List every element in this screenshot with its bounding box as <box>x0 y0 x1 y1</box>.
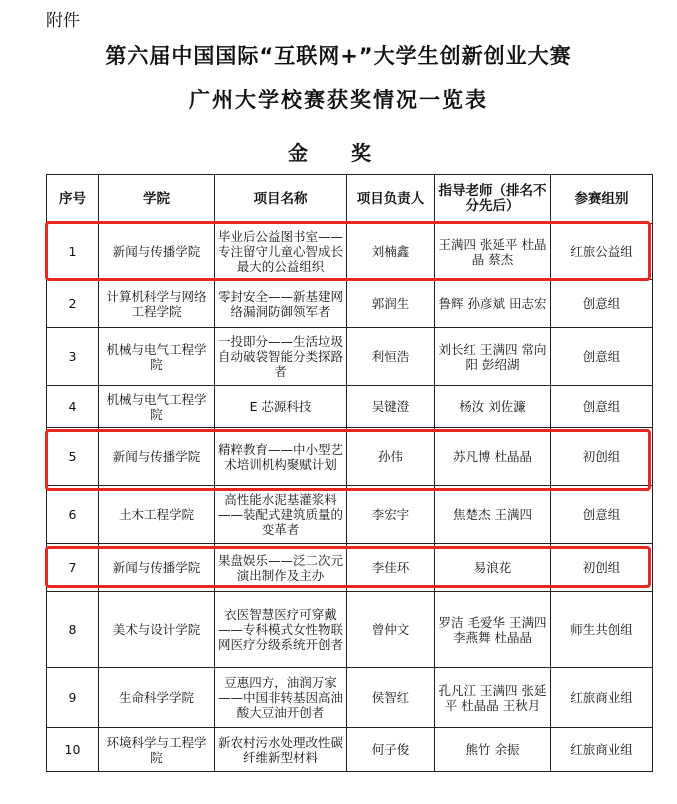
column-header-leader: 项目负责人 <box>347 175 435 224</box>
cell-advisors: 易浪花 <box>435 544 551 592</box>
cell-advisors: 熊竹 余振 <box>435 728 551 772</box>
cell-project: E 芯源科技 <box>215 386 347 428</box>
table-row <box>47 428 653 486</box>
table-row <box>47 486 653 544</box>
award-level-heading: 金 奖 <box>288 141 389 165</box>
cell-group: 初创组 <box>551 544 653 592</box>
cell-no: 6 <box>47 486 99 544</box>
cell-college: 机械与电气工程学院 <box>99 386 215 428</box>
table-row <box>47 544 653 592</box>
table-row <box>47 592 653 668</box>
cell-advisors: 杨汝 刘佐濂 <box>435 386 551 428</box>
cell-college: 土木工程学院 <box>99 486 215 544</box>
cell-college: 生命科学学院 <box>99 668 215 728</box>
page-title: 第六届中国国际“互联网+”大学生创新创业大赛 <box>105 44 572 68</box>
cell-advisors: 焦楚杰 王满四 <box>435 486 551 544</box>
cell-college: 机械与电气工程学院 <box>99 328 215 386</box>
cell-project: 果盘娱乐——泛二次元演出制作及主办 <box>215 544 347 592</box>
cell-leader: 孙伟 <box>347 428 435 486</box>
cell-project: 衣医智慧医疗可穿戴——专科模式女性物联网医疗分级系统开创者 <box>215 592 347 668</box>
cell-college: 新闻与传播学院 <box>99 224 215 280</box>
page-subtitle: 广州大学校赛获奖情况一览表 <box>189 88 488 112</box>
cell-no: 8 <box>47 592 99 668</box>
cell-advisors: 鲁辉 孙彦斌 田志宏 <box>435 280 551 328</box>
cell-group: 红旅公益组 <box>551 224 653 280</box>
cell-college: 环境科学与工程学院 <box>99 728 215 772</box>
column-header-project: 项目名称 <box>215 175 347 224</box>
cell-advisors: 苏凡博 杜晶晶 <box>435 428 551 486</box>
cell-group: 师生共创组 <box>551 592 653 668</box>
cell-leader: 郭润生 <box>347 280 435 328</box>
table-row <box>47 280 653 328</box>
cell-no: 5 <box>47 428 99 486</box>
cell-group: 初创组 <box>551 428 653 486</box>
cell-project: 零封安全——新基建网络漏洞防御领军者 <box>215 280 347 328</box>
table-row <box>47 224 653 280</box>
cell-leader: 李佳环 <box>347 544 435 592</box>
cell-project: 毕业后公益图书室——专注留守儿童心智成长最大的公益组织 <box>215 224 347 280</box>
cell-no: 2 <box>47 280 99 328</box>
table-row <box>47 386 653 428</box>
table-row <box>47 728 653 772</box>
cell-college: 美术与设计学院 <box>99 592 215 668</box>
cell-project: 精粹教育——中小型艺术培训机构聚赋计划 <box>215 428 347 486</box>
cell-group: 红旅商业组 <box>551 728 653 772</box>
cell-college: 新闻与传播学院 <box>99 428 215 486</box>
cell-advisors: 刘长红 王满四 常向阳 彭绍湖 <box>435 328 551 386</box>
cell-group: 红旅商业组 <box>551 668 653 728</box>
cell-no: 10 <box>47 728 99 772</box>
cell-college: 新闻与传播学院 <box>99 544 215 592</box>
column-header-group: 参赛组别 <box>551 175 653 224</box>
cell-leader: 刘楠鑫 <box>347 224 435 280</box>
attachment-label: 附件 <box>46 11 80 31</box>
cell-leader: 何子俊 <box>347 728 435 772</box>
table-header-row <box>47 175 653 224</box>
cell-no: 7 <box>47 544 99 592</box>
cell-project: 一投即分——生活垃圾自动破袋智能分类探路者 <box>215 328 347 386</box>
cell-leader: 曾仲文 <box>347 592 435 668</box>
cell-project: 新农村污水处理改性碳纤维新型材料 <box>215 728 347 772</box>
cell-leader: 利恒浩 <box>347 328 435 386</box>
cell-group: 创意组 <box>551 386 653 428</box>
cell-college: 计算机科学与网络工程学院 <box>99 280 215 328</box>
column-header-advisors: 指导老师（排名不分先后） <box>435 175 551 224</box>
cell-no: 1 <box>47 224 99 280</box>
cell-project: 豆惠四方，油润万家——中国非转基因高油酸大豆油开创者 <box>215 668 347 728</box>
column-header-college: 学院 <box>99 175 215 224</box>
cell-leader: 吴键澄 <box>347 386 435 428</box>
cell-advisors: 孔凡江 王满四 张延平 杜晶晶 王秋月 <box>435 668 551 728</box>
cell-advisors: 王满四 张延平 杜晶晶 蔡杰 <box>435 224 551 280</box>
award-table <box>46 174 653 772</box>
cell-group: 创意组 <box>551 280 653 328</box>
cell-project: 高性能水泥基灌浆料——装配式建筑质量的变革者 <box>215 486 347 544</box>
cell-no: 3 <box>47 328 99 386</box>
cell-group: 创意组 <box>551 328 653 386</box>
cell-group: 创意组 <box>551 486 653 544</box>
cell-no: 4 <box>47 386 99 428</box>
table-row <box>47 668 653 728</box>
cell-leader: 侯智红 <box>347 668 435 728</box>
column-header-no: 序号 <box>47 175 99 224</box>
cell-advisors: 罗洁 毛爱华 王满四 李燕舞 杜晶晶 <box>435 592 551 668</box>
cell-no: 9 <box>47 668 99 728</box>
cell-leader: 李宏宇 <box>347 486 435 544</box>
table-row <box>47 328 653 386</box>
